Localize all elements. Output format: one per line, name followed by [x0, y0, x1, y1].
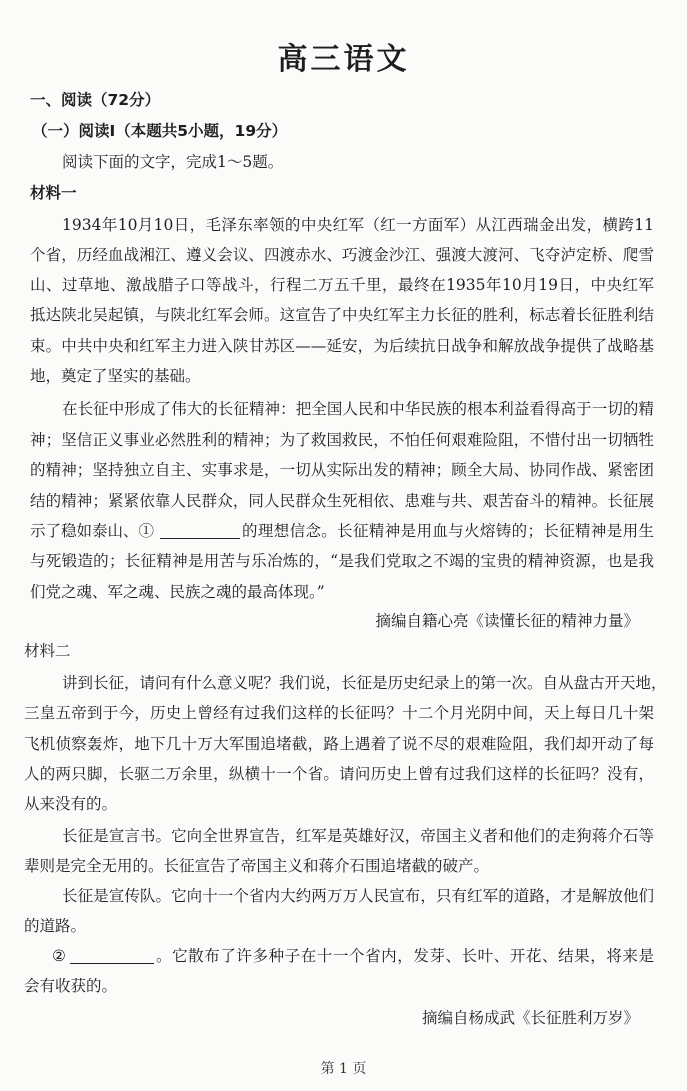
material1-p2-line: 们党之魂、军之魂、民族之魂的最高体现。” — [30, 583, 325, 601]
material2-p4-marker: ② — [52, 947, 66, 965]
material2-p1-line: 人的两只脚，长驱二万余里，纵横十一个省。请问历史上曾有过我们这样的长征吗？没有， — [24, 765, 654, 783]
page-number: 第 1 页 — [320, 1061, 367, 1077]
material2-p2-line: 长征是宣言书。它向全世界宣告，红军是英雄好汉，帝国主义者和他们的走狗蒋介石等 — [62, 827, 654, 845]
material1-p2-line: 与死锻造的；长征精神是用苦与乐冶炼的，“是我们党取之不竭的宝贵的精神资源，也是我 — [30, 552, 654, 570]
material1-p2-line: 在长征中形成了伟大的长征精神：把全国人民和中华民族的根本利益看得高于一切的精 — [62, 400, 654, 418]
material1-p2-line: 的精神；坚持独立自主、实事求是，一切从实际出发的精神；顾全大局、协同作战、紧密团 — [30, 461, 654, 479]
instruction: 阅读下面的文字，完成1～5题。 — [62, 153, 284, 171]
subsection-heading: （一）阅读Ⅰ（本题共5小题，19分） — [32, 122, 288, 140]
material1-p1-line: 束。中共中央和红军主力进入陕甘苏区——延安，为后续抗日战争和解放战争提供了战略基 — [30, 337, 654, 355]
answer-blank-1[interactable] — [160, 524, 240, 539]
material2-p1-line: 三皇五帝到于今，历史上曾经有过我们这样的长征吗？十二个月光阴中间，天上每日几十架 — [24, 704, 654, 722]
material2-p1-line: 飞机侦察轰炸，地下几十万大军围追堵截，路上遇着了说不尽的艰难险阻，我们却开动了每 — [24, 735, 654, 753]
material2-source: 摘编自杨成武《长征胜利万岁》 — [421, 1009, 639, 1027]
material2-p4-line: 。它散布了许多种子在十一个省内，发芽、长叶、开花、结果，将来是 — [156, 947, 654, 965]
material1-p1-line: 地，奠定了坚实的基础。 — [30, 367, 201, 385]
material1-p1-line: 山、过草地、激战腊子口等战斗，行程二万五千里，最终在1935年10月19日，中央红军 — [30, 276, 654, 294]
material2-p1-line: 讲到长征，请问有什么意义呢？我们说，长征是历史纪录上的第一次。自从盘古开天地， — [62, 674, 667, 692]
material1-p2-line: 神；坚信正义事业必然胜利的精神；为了救国救民，不怕任何艰难险阻，不惜付出一切牺牲 — [30, 431, 654, 449]
section-heading: 一、阅读（72分） — [30, 91, 161, 109]
material1-p1-line: 个省，历经血战湘江、遵义会议、四渡赤水、巧渡金沙江、强渡大渡河、飞夺泸定桥、爬雪 — [30, 246, 654, 264]
material2-p1-line: 从来没有的。 — [24, 795, 118, 813]
material2-p3-line: 长征是宣传队。它向十一个省内大约两万万人民宣布，只有红军的道路，才是解放他们 — [62, 887, 654, 905]
material1-source: 摘编自籍心亮《读懂长征的精神力量》 — [375, 612, 639, 630]
material2-p3-line: 的道路。 — [24, 917, 87, 935]
answer-blank-2[interactable] — [70, 949, 154, 964]
material1-heading: 材料一 — [30, 184, 77, 202]
material2-p4-line: 会有收获的。 — [24, 977, 118, 995]
material1-p1-line: 1934年10月10日，毛泽东率领的中央红军（红一方面军）从江西瑞金出发，横跨11 — [62, 216, 654, 234]
material1-p2-line-5-end: 的理想信念。长征精神是用血与火熔铸的；长征精神是用生 — [242, 522, 654, 540]
page-title: 高三语文 — [277, 42, 410, 77]
material2-heading: 材料二 — [24, 642, 71, 660]
material1-p1-line: 抵达陕北吴起镇，与陕北红军会师。这宣告了中央红军主力长征的胜利，标志着长征胜利结 — [30, 306, 654, 324]
material1-p2-line: 结的精神；紧紧依靠人民群众，同人民群众生死相依、患难与共、艰苦奋斗的精神。长征展 — [30, 492, 654, 510]
material2-p2-line: 辈则是完全无用的。长征宣告了帝国主义和蒋介石围追堵截的破产。 — [24, 857, 490, 875]
material1-p2-line-5-start: 示了稳如泰山、① — [30, 522, 155, 540]
